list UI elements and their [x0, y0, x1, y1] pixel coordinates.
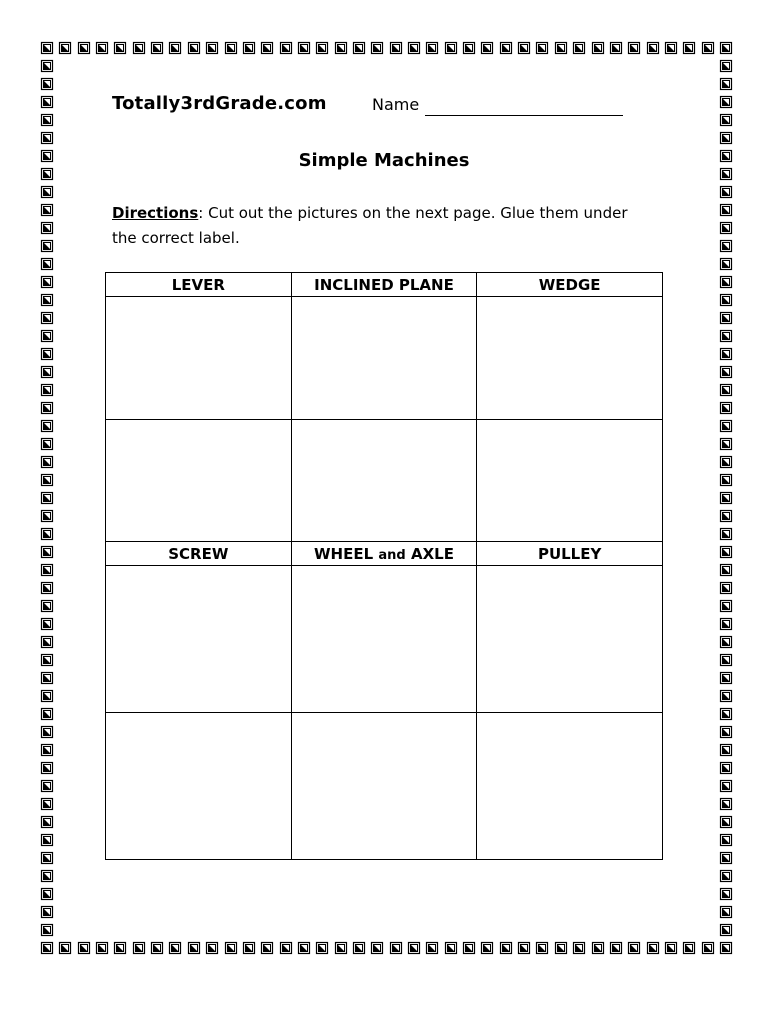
framed-square-icon: [207, 43, 218, 54]
directions: [112, 201, 652, 251]
framed-square-icon: [721, 943, 732, 954]
framed-square-icon: [281, 943, 292, 954]
framed-square-icon: [42, 367, 53, 378]
framed-square-icon: [519, 43, 530, 54]
framed-square-icon: [189, 943, 200, 954]
framed-square-icon: [464, 43, 475, 54]
framed-square-icon: [721, 241, 732, 252]
label-and-word: and: [378, 547, 406, 563]
framed-square-icon: [721, 187, 732, 198]
framed-square-icon: [42, 493, 53, 504]
framed-square-icon: [42, 907, 53, 918]
page-title: Simple Machines: [298, 150, 470, 171]
framed-square-icon: [666, 943, 677, 954]
framed-square-icon: [42, 745, 53, 756]
framed-square-icon: [721, 97, 732, 108]
framed-square-icon: [152, 43, 163, 54]
framed-square-icon: [42, 349, 53, 360]
framed-square-icon: [611, 43, 622, 54]
framed-square-icon: [42, 97, 53, 108]
framed-square-icon: [336, 943, 347, 954]
glue-box-lever-1[interactable]: [106, 297, 292, 420]
framed-square-icon: [501, 43, 512, 54]
framed-square-icon: [42, 655, 53, 666]
framed-square-icon: [97, 43, 108, 54]
framed-square-icon: [42, 187, 53, 198]
framed-square-icon: [226, 943, 237, 954]
framed-square-icon: [42, 601, 53, 612]
framed-square-icon: [721, 835, 732, 846]
framed-square-icon: [519, 943, 530, 954]
framed-square-icon: [42, 817, 53, 828]
framed-square-icon: [409, 43, 420, 54]
framed-square-icon: [42, 583, 53, 594]
glue-box-wedge-1[interactable]: [477, 297, 663, 420]
framed-square-icon: [42, 277, 53, 288]
framed-square-icon: [42, 439, 53, 450]
framed-square-icon: [42, 43, 53, 54]
framed-square-icon: [684, 943, 695, 954]
framed-square-icon: [703, 43, 714, 54]
framed-square-icon: [42, 133, 53, 144]
framed-square-icon: [170, 43, 181, 54]
framed-square-icon: [42, 853, 53, 864]
framed-square-icon: [244, 43, 255, 54]
framed-square-icon: [721, 547, 732, 558]
framed-square-icon: [42, 403, 53, 414]
framed-square-icon: [42, 673, 53, 684]
framed-square-icon: [207, 943, 218, 954]
framed-square-icon: [354, 43, 365, 54]
framed-square-icon: [721, 691, 732, 702]
framed-square-icon: [134, 943, 145, 954]
framed-square-icon: [42, 313, 53, 324]
framed-square-icon: [721, 349, 732, 360]
framed-square-icon: [721, 223, 732, 234]
glue-box-screw-1[interactable]: [106, 566, 292, 713]
framed-square-icon: [79, 943, 90, 954]
framed-square-icon: [721, 709, 732, 720]
framed-square-icon: [170, 943, 181, 954]
framed-square-icon: [721, 295, 732, 306]
framed-square-icon: [42, 727, 53, 738]
framed-square-icon: [42, 691, 53, 702]
label-wheel-and-axle: [291, 542, 477, 566]
framed-square-icon: [721, 781, 732, 792]
framed-square-icon: [409, 943, 420, 954]
framed-square-icon: [721, 133, 732, 144]
framed-square-icon: [537, 43, 548, 54]
framed-square-icon: [115, 43, 126, 54]
framed-square-icon: [721, 277, 732, 288]
framed-square-icon: [189, 43, 200, 54]
directions-label: Directions: [112, 204, 199, 222]
framed-square-icon: [42, 259, 53, 270]
label-wedge: WEDGE: [477, 273, 663, 297]
framed-square-icon: [42, 205, 53, 216]
framed-square-icon: [556, 943, 567, 954]
framed-square-icon: [152, 943, 163, 954]
framed-square-icon: [721, 115, 732, 126]
framed-square-icon: [226, 43, 237, 54]
framed-square-icon: [721, 79, 732, 90]
framed-square-icon: [629, 943, 640, 954]
framed-square-icon: [427, 43, 438, 54]
framed-square-icon: [721, 853, 732, 864]
framed-square-icon: [721, 403, 732, 414]
framed-square-icon: [611, 943, 622, 954]
name-label: Name: [372, 95, 420, 114]
framed-square-icon: [446, 943, 457, 954]
label-lever: LEVER: [106, 273, 292, 297]
framed-square-icon: [721, 565, 732, 576]
framed-square-icon: [372, 43, 383, 54]
framed-square-icon: [299, 943, 310, 954]
framed-square-icon: [42, 331, 53, 342]
glue-box-inclined-plane-2[interactable]: [291, 420, 477, 542]
framed-square-icon: [721, 439, 732, 450]
framed-square-icon: [115, 943, 126, 954]
framed-square-icon: [42, 835, 53, 846]
framed-square-icon: [354, 943, 365, 954]
framed-square-icon: [574, 943, 585, 954]
framed-square-icon: [721, 799, 732, 810]
framed-square-icon: [574, 43, 585, 54]
framed-square-icon: [721, 421, 732, 432]
framed-square-icon: [721, 763, 732, 774]
framed-square-icon: [42, 871, 53, 882]
framed-square-icon: [60, 43, 71, 54]
framed-square-icon: [97, 943, 108, 954]
framed-square-icon: [721, 313, 732, 324]
framed-square-icon: [721, 619, 732, 630]
framed-square-icon: [427, 943, 438, 954]
framed-square-icon: [703, 943, 714, 954]
framed-square-icon: [244, 943, 255, 954]
label-wheel-word: WHEEL: [314, 544, 374, 563]
framed-square-icon: [721, 871, 732, 882]
glue-box-screw-2[interactable]: [106, 713, 292, 860]
label-axle-word: AXLE: [410, 544, 454, 563]
framed-square-icon: [629, 43, 640, 54]
framed-square-icon: [42, 223, 53, 234]
framed-square-icon: [446, 43, 457, 54]
framed-square-icon: [721, 43, 732, 54]
framed-square-icon: [648, 943, 659, 954]
framed-square-icon: [482, 43, 493, 54]
framed-square-icon: [42, 925, 53, 936]
framed-square-icon: [42, 799, 53, 810]
glue-box-pulley-1[interactable]: [477, 566, 663, 713]
framed-square-icon: [42, 619, 53, 630]
label-pulley: PULLEY: [477, 542, 663, 566]
glue-box-inclined-plane-1[interactable]: [291, 297, 477, 420]
framed-square-icon: [721, 205, 732, 216]
framed-square-icon: [317, 943, 328, 954]
framed-square-icon: [721, 907, 732, 918]
framed-square-icon: [721, 637, 732, 648]
framed-square-icon: [721, 457, 732, 468]
framed-square-icon: [281, 43, 292, 54]
glue-box-lever-2[interactable]: [106, 420, 292, 542]
framed-square-icon: [42, 457, 53, 468]
glue-box-wedge-2[interactable]: [477, 420, 663, 542]
framed-square-icon: [721, 385, 732, 396]
framed-square-icon: [721, 493, 732, 504]
framed-square-icon: [42, 511, 53, 522]
framed-square-icon: [721, 583, 732, 594]
framed-square-icon: [42, 889, 53, 900]
framed-square-icon: [262, 943, 273, 954]
framed-square-icon: [42, 637, 53, 648]
framed-square-icon: [721, 367, 732, 378]
framed-square-icon: [721, 601, 732, 612]
framed-square-icon: [684, 43, 695, 54]
framed-square-icon: [721, 331, 732, 342]
framed-square-icon: [464, 943, 475, 954]
framed-square-icon: [42, 385, 53, 396]
framed-square-icon: [721, 61, 732, 72]
label-inclined-plane: INCLINED PLANE: [291, 273, 477, 297]
framed-square-icon: [299, 43, 310, 54]
framed-square-icon: [721, 259, 732, 270]
framed-square-icon: [721, 673, 732, 684]
framed-square-icon: [42, 475, 53, 486]
framed-square-icon: [42, 709, 53, 720]
framed-square-icon: [42, 115, 53, 126]
framed-square-icon: [42, 61, 53, 72]
sorting-table: [105, 272, 663, 860]
label-screw: SCREW: [106, 542, 292, 566]
framed-square-icon: [721, 529, 732, 540]
framed-square-icon: [60, 943, 71, 954]
framed-square-icon: [721, 511, 732, 522]
name-blank-line[interactable]: [425, 115, 623, 116]
framed-square-icon: [593, 43, 604, 54]
framed-square-icon: [721, 889, 732, 900]
glue-box-wheel-and-axle-1[interactable]: [291, 566, 477, 713]
framed-square-icon: [721, 745, 732, 756]
framed-square-icon: [42, 763, 53, 774]
framed-square-icon: [42, 943, 53, 954]
framed-square-icon: [79, 43, 90, 54]
framed-square-icon: [372, 943, 383, 954]
framed-square-icon: [721, 475, 732, 486]
framed-square-icon: [721, 817, 732, 828]
framed-square-icon: [556, 43, 567, 54]
framed-square-icon: [317, 43, 328, 54]
framed-square-icon: [391, 943, 402, 954]
framed-square-icon: [42, 295, 53, 306]
glue-box-wheel-and-axle-2[interactable]: [291, 713, 477, 860]
site-name: Totally3rdGrade.com: [112, 93, 327, 114]
framed-square-icon: [648, 43, 659, 54]
framed-square-icon: [42, 565, 53, 576]
framed-square-icon: [501, 943, 512, 954]
framed-square-icon: [42, 547, 53, 558]
framed-square-icon: [134, 43, 145, 54]
framed-square-icon: [721, 727, 732, 738]
framed-square-icon: [391, 43, 402, 54]
framed-square-icon: [42, 241, 53, 252]
framed-square-icon: [262, 43, 273, 54]
framed-square-icon: [42, 79, 53, 90]
framed-square-icon: [336, 43, 347, 54]
framed-square-icon: [593, 943, 604, 954]
framed-square-icon: [721, 655, 732, 666]
directions-text: : Cut out the pictures on the next page. Glue them under the correct label.: [112, 204, 628, 247]
framed-square-icon: [42, 529, 53, 540]
framed-square-icon: [482, 943, 493, 954]
framed-square-icon: [42, 781, 53, 792]
framed-square-icon: [42, 421, 53, 432]
framed-square-icon: [666, 43, 677, 54]
framed-square-icon: [537, 943, 548, 954]
glue-box-pulley-2[interactable]: [477, 713, 663, 860]
framed-square-icon: [721, 925, 732, 936]
